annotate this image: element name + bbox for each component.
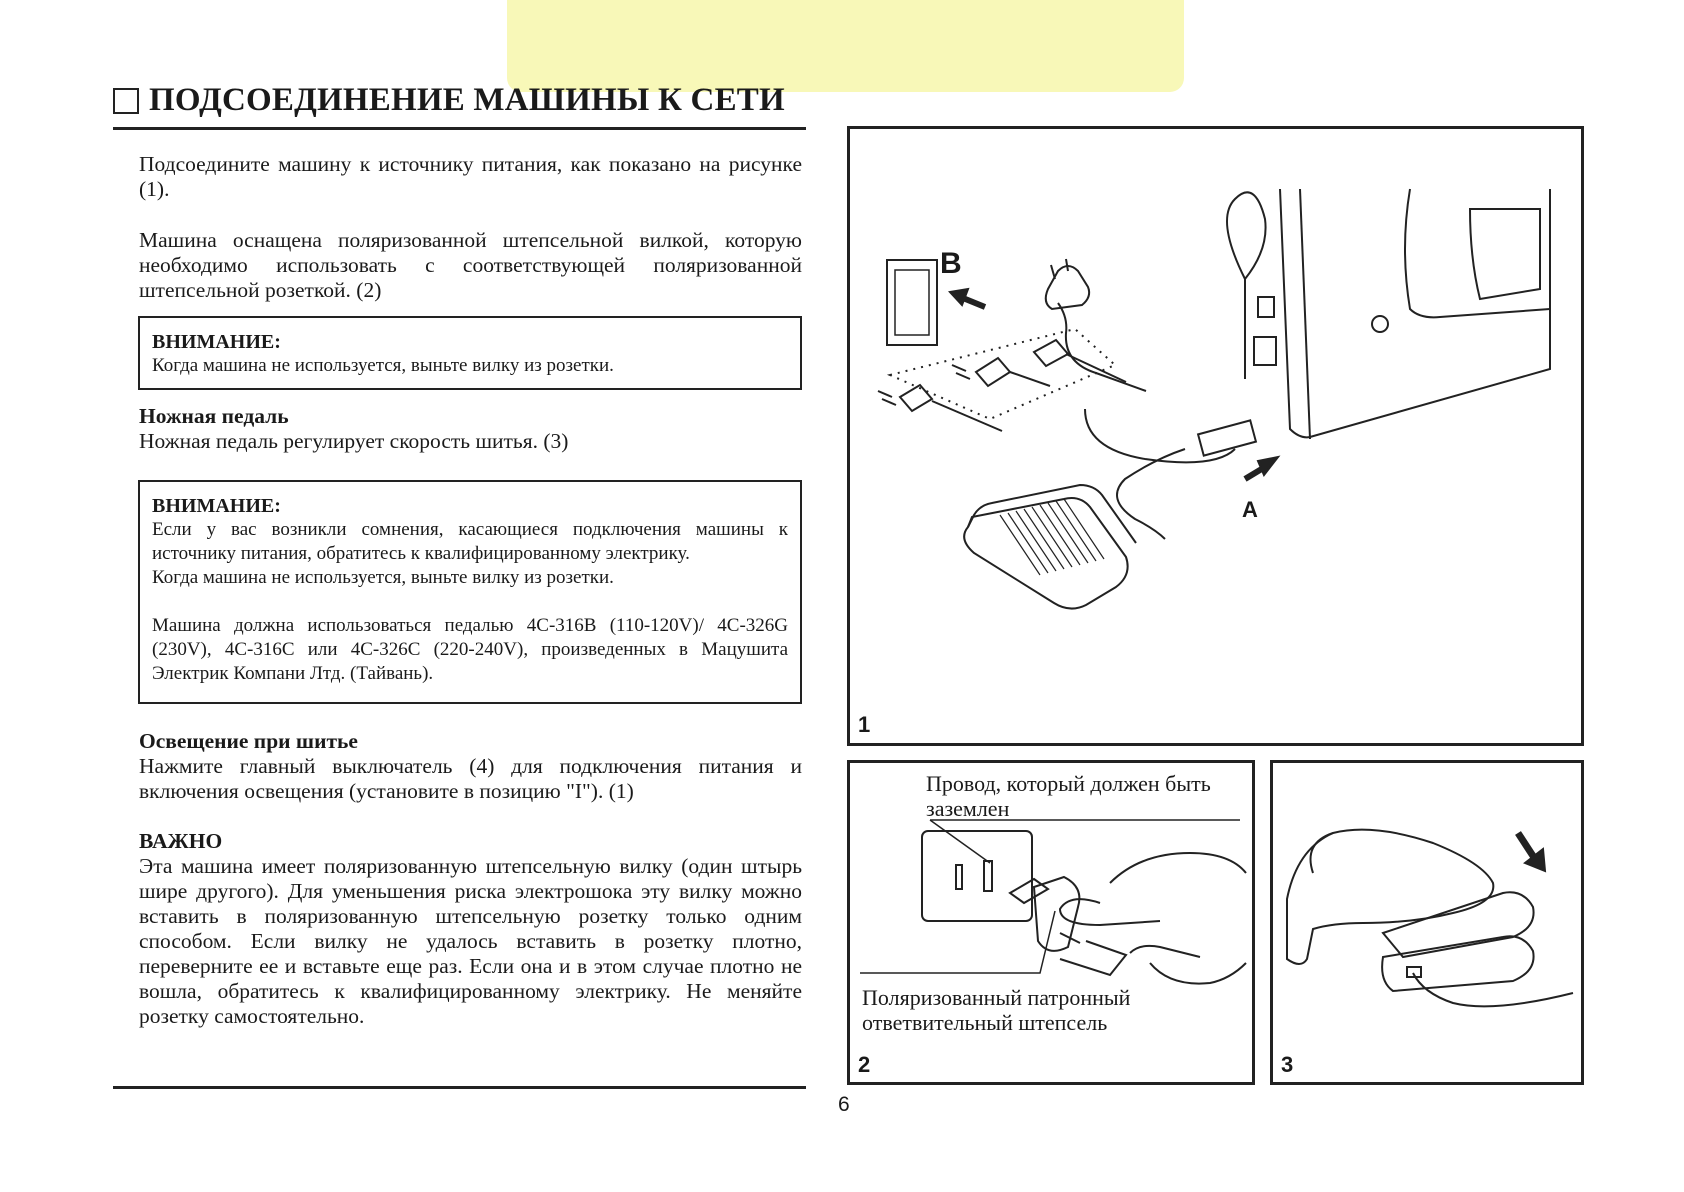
figure-2 <box>847 760 1255 1085</box>
title-rule <box>113 127 806 130</box>
foot-pedal-section <box>139 404 802 454</box>
warning-text: Если у вас возникли сомнения, касающиеся подключения машины к источнику питания, обратитесь к квалифицированному электрику. <box>152 519 788 564</box>
important-heading: ВАЖНО <box>139 829 223 853</box>
caption-polarized-plug: Поляризованный патронный ответвительный штепсель <box>862 985 1131 1035</box>
label-b: B <box>940 247 962 280</box>
important-text: Эта машина имеет поляризованную штепсельную вилку (один штырь шире другого). Для уменьшения риска электрошока эту вилку можно вставить в поляризованную штепсельную розетку только одним способом. Если вилку не удалось вставить в розетку плотно, переверните ее и вставьте еще раз. Если она и в этом случае плотно не вошла, обратитесь к квалифицированному электрику. Не меняйте розетку самостоятельно. <box>139 854 802 1028</box>
warning-title: ВНИМАНИЕ: <box>152 495 281 517</box>
warning-box-1 <box>138 316 802 390</box>
figure-number: 3 <box>1281 1052 1294 1077</box>
intro-paragraph-1: Подсоедините машину к источнику питания, как показано на рисунке (1). <box>139 152 802 201</box>
warning-text: Машина должна использоваться педалью 4C-316B (110-120V)/ 4C-326G (230V), 4C-316C или 4C-326C (220-240V), произведенных в Мацушита Электрик Компани Лтд. (Тайвань). <box>152 615 788 684</box>
warning-box-2 <box>138 480 802 704</box>
lighting-text: Нажмите главный выключатель (4) для подключения питания и включения освещения (установите в позицию "I"). (1) <box>139 754 802 803</box>
header-highlight <box>507 0 1184 92</box>
lighting-section <box>139 729 802 804</box>
foot-pedal-heading: Ножная педаль <box>139 404 289 428</box>
warning-title: ВНИМАНИЕ: <box>152 331 281 353</box>
figure-number: 1 <box>858 712 871 737</box>
lighting-heading: Освещение при шитье <box>139 729 358 753</box>
figure-number: 2 <box>858 1052 871 1077</box>
warning-text: Когда машина не используется, выньте вилку из розетки. <box>152 355 614 376</box>
bottom-rule <box>113 1086 806 1089</box>
intro-paragraph-2: Машина оснащена поляризованной штепсельной вилкой, которую необходимо использовать с соответствующей поляризованной штепсельной розеткой. (2) <box>139 228 802 302</box>
label-a: A <box>1242 497 1258 522</box>
page-title <box>113 82 785 119</box>
machine-connection-illustration <box>850 129 1581 743</box>
checkbox-square-icon <box>113 88 139 114</box>
page-title-text: ПОДСОЕДИНЕНИЕ МАШИНЫ К СЕТИ <box>149 82 785 118</box>
figure-3 <box>1270 760 1584 1085</box>
caption-grounded-wire: Провод, который должен быть заземлен <box>926 771 1211 821</box>
figure-1 <box>847 126 1584 746</box>
warning-text: Когда машина не используется, выньте вилку из розетки. <box>152 567 614 588</box>
foot-pedal-text: Ножная педаль регулирует скорость шитья. (3) <box>139 429 569 453</box>
page-number: 6 <box>838 1093 850 1116</box>
important-section <box>139 829 802 1029</box>
foot-on-pedal-illustration <box>1273 763 1581 1082</box>
